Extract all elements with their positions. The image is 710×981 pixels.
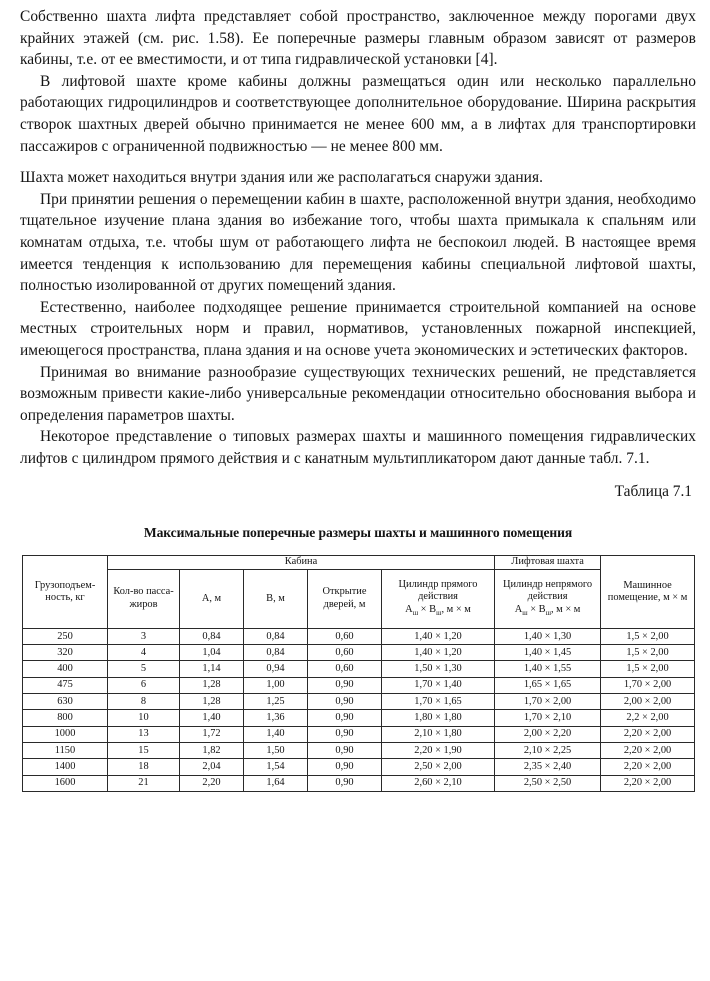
cell-b: 1,50: [244, 742, 308, 758]
paragraph-6: Принимая во внимание разнообразие существующих технических решений, не представляется возможным привести какие-либо универсальные рекомендации относительно обоснования выбора и определения параметров шахты.: [20, 363, 696, 424]
header-indirect-cylinder-b-sub: ш: [545, 608, 551, 617]
header-machine-room: Машинное помещение, м × м: [601, 556, 695, 628]
header-direct-cylinder: [382, 569, 495, 628]
header-indirect-cylinder-units: , м × м: [550, 603, 581, 615]
header-door: Открытие дверей, м: [308, 569, 382, 628]
cell-indirect-cylinder: 1,40 × 1,45: [495, 645, 601, 661]
document-page: [20, 6, 696, 792]
header-indirect-cylinder-a-sub: ш: [522, 608, 528, 617]
cell-b: 1,25: [244, 694, 308, 710]
cell-load: 400: [23, 661, 108, 677]
cell-b: 1,64: [244, 775, 308, 791]
cell-direct-cylinder: 2,20 × 1,90: [382, 742, 495, 758]
cell-b: 1,36: [244, 710, 308, 726]
cell-direct-cylinder: 1,40 × 1,20: [382, 645, 495, 661]
table-row: [23, 677, 695, 693]
cell-a: 1,04: [180, 645, 244, 661]
cell-passengers: 10: [108, 710, 180, 726]
cell-passengers: 15: [108, 742, 180, 758]
paragraph-5: Естественно, наиболее подходящее решение принимается строительной компанией на основе местных строительных норм и правил, нормативов, установленных пожарной инспекцией, имеющегося пространства, плана здания и на основе учета экономических и эстетических факторов.: [20, 298, 696, 359]
paragraph-1: Собственно шахта лифта представляет собой пространство, заключенное между порогами двух крайних этажей (см. рис. 1.58). Ее поперечные размеры главным образом зависят от размеров кабины, т.е. от ее вместимости, и от типа гидравлической установки [4].: [20, 8, 696, 69]
cell-b: 1,00: [244, 677, 308, 693]
dimensions-table: [22, 555, 695, 791]
header-indirect-cylinder-title: Цилиндр непрямого действия: [502, 578, 593, 603]
cell-load: 475: [23, 677, 108, 693]
cell-indirect-cylinder: 2,35 × 2,40: [495, 759, 601, 775]
cell-door: 0,90: [308, 759, 382, 775]
header-indirect-cylinder: [495, 569, 601, 628]
cell-load: 800: [23, 710, 108, 726]
cell-indirect-cylinder: 1,70 × 2,00: [495, 694, 601, 710]
cell-direct-cylinder: 1,50 × 1,30: [382, 661, 495, 677]
table-row: [23, 694, 695, 710]
cell-indirect-cylinder: 1,40 × 1,30: [495, 628, 601, 644]
cell-a: 2,20: [180, 775, 244, 791]
table-row: [23, 726, 695, 742]
cell-a: 2,04: [180, 759, 244, 775]
cell-machine-room: 1,5 × 2,00: [601, 645, 695, 661]
cell-a: 1,82: [180, 742, 244, 758]
cell-door: 0,90: [308, 677, 382, 693]
cell-machine-room: 2,2 × 2,00: [601, 710, 695, 726]
header-group-shaft: Лифтовая шахта: [495, 556, 601, 569]
paragraph-3: Шахта может находиться внутри здания или же располагаться снаружи здания.: [20, 169, 543, 187]
cell-a: 1,28: [180, 677, 244, 693]
cell-door: 0,90: [308, 710, 382, 726]
table-row: [23, 645, 695, 661]
cell-b: 0,94: [244, 661, 308, 677]
table-row: [23, 710, 695, 726]
cell-a: 1,14: [180, 661, 244, 677]
table-caption: Таблица 7.1: [614, 483, 692, 501]
cell-machine-room: 1,5 × 2,00: [601, 661, 695, 677]
cell-indirect-cylinder: 1,40 × 1,55: [495, 661, 601, 677]
cell-door: 0,60: [308, 661, 382, 677]
cell-load: 1600: [23, 775, 108, 791]
cell-load: 320: [23, 645, 108, 661]
cell-b: 1,40: [244, 726, 308, 742]
header-direct-cylinder-a: A: [405, 603, 413, 615]
table-row: [23, 775, 695, 791]
cell-a: 1,72: [180, 726, 244, 742]
cell-a: 1,28: [180, 694, 244, 710]
cell-passengers: 4: [108, 645, 180, 661]
cell-indirect-cylinder: 2,10 × 2,25: [495, 742, 601, 758]
cell-door: 0,90: [308, 775, 382, 791]
cell-direct-cylinder: 1,40 × 1,20: [382, 628, 495, 644]
cell-indirect-cylinder: 2,00 × 2,20: [495, 726, 601, 742]
cell-load: 250: [23, 628, 108, 644]
header-a: A, м: [180, 569, 244, 628]
cell-b: 1,54: [244, 759, 308, 775]
header-indirect-cylinder-a: A: [514, 603, 523, 615]
cell-indirect-cylinder: 2,50 × 2,50: [495, 775, 601, 791]
header-group-cabin: Кабина: [108, 556, 495, 569]
cell-load: 630: [23, 694, 108, 710]
cell-b: 0,84: [244, 645, 308, 661]
cell-direct-cylinder: 2,10 × 1,80: [382, 726, 495, 742]
cell-door: 0,60: [308, 645, 382, 661]
cell-machine-room: 1,5 × 2,00: [601, 628, 695, 644]
table-row: [23, 661, 695, 677]
cell-b: 0,84: [244, 628, 308, 644]
cell-passengers: 6: [108, 677, 180, 693]
table-row: [23, 742, 695, 758]
table-row: [23, 628, 695, 644]
cell-indirect-cylinder: 1,70 × 2,10: [495, 710, 601, 726]
table-group-header-row: [23, 556, 695, 569]
header-direct-cylinder-title: Цилиндр прямого действия: [398, 578, 478, 603]
cell-door: 0,90: [308, 694, 382, 710]
cell-direct-cylinder: 2,50 × 2,00: [382, 759, 495, 775]
header-direct-cylinder-b: × B: [418, 603, 437, 615]
cell-direct-cylinder: 1,70 × 1,65: [382, 694, 495, 710]
paragraph-2: В лифтовой шахте кроме кабины должны размещаться один или несколько параллельно работающих гидроцилиндров и соответствующее дополнительное оборудование. Ширина раскрытия створок шахтных дверей обычно принимается не менее 600 мм, а в лифтах для транспортировки пассажиров с ограниченной подвижностью — не менее 800 мм.: [20, 72, 696, 155]
cell-door: 0,60: [308, 628, 382, 644]
cell-passengers: 13: [108, 726, 180, 742]
header-direct-cylinder-a-sub: ш: [412, 608, 419, 617]
cell-load: 1150: [23, 742, 108, 758]
cell-machine-room: 2,00 × 2,00: [601, 694, 695, 710]
cell-machine-room: 2,20 × 2,00: [601, 742, 695, 758]
paragraph-7: Некоторое представление о типовых размерах шахты и машинного помещения гидравлических лифтов с цилиндром прямого действия и с канатным мультипликатором дают данные табл. 7.1.: [20, 428, 696, 467]
header-indirect-cylinder-b: × B: [527, 603, 546, 615]
cell-direct-cylinder: 2,60 × 2,10: [382, 775, 495, 791]
cell-passengers: 3: [108, 628, 180, 644]
cell-load: 1000: [23, 726, 108, 742]
paragraph-4: При принятии решения о перемещении кабин в шахте, расположенной внутри здания, необходимо тщательное изучение плана здания во избежание того, чтобы шахта примыкала к спальням или комнатам отдыха, т.е. чтобы шум от работающего лифта не беспокоил людей. В настоящее время имеется тенденция к использованию для перемещения кабины специальной лифтовой шахты, полностью изолированной от других помещений здания.: [20, 190, 696, 295]
cell-passengers: 21: [108, 775, 180, 791]
table-row: [23, 759, 695, 775]
cell-a: 1,40: [180, 710, 244, 726]
header-direct-cylinder-units: , м × м: [441, 603, 471, 615]
cell-machine-room: 2,20 × 2,00: [601, 759, 695, 775]
cell-load: 1400: [23, 759, 108, 775]
header-load: Грузоподъем-ность, кг: [23, 556, 108, 628]
cell-door: 0,90: [308, 726, 382, 742]
table-title: Максимальные поперечные размеры шахты и машинного помещения: [143, 525, 573, 541]
header-b: B, м: [244, 569, 308, 628]
header-passengers: Кол-во пасса-жиров: [108, 569, 180, 628]
cell-indirect-cylinder: 1,65 × 1,65: [495, 677, 601, 693]
cell-door: 0,90: [308, 742, 382, 758]
cell-machine-room: 2,20 × 2,00: [601, 775, 695, 791]
cell-passengers: 8: [108, 694, 180, 710]
cell-passengers: 18: [108, 759, 180, 775]
cell-machine-room: 1,70 × 2,00: [601, 677, 695, 693]
cell-direct-cylinder: 1,70 × 1,40: [382, 677, 495, 693]
header-direct-cylinder-b-sub: ш: [436, 608, 442, 617]
cell-machine-room: 2,20 × 2,00: [601, 726, 695, 742]
table-header-row: [23, 569, 695, 628]
cell-passengers: 5: [108, 661, 180, 677]
cell-a: 0,84: [180, 628, 244, 644]
cell-direct-cylinder: 1,80 × 1,80: [382, 710, 495, 726]
